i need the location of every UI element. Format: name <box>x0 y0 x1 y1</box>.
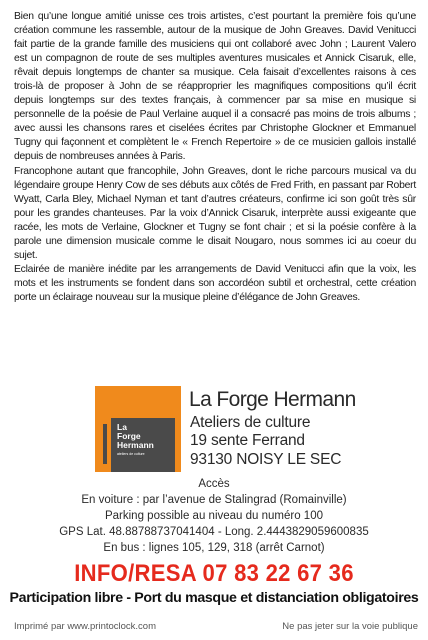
access-parking: Parking possible au niveau du numéro 100 <box>104 510 323 522</box>
logo-text-line: La <box>117 422 127 432</box>
venue-city: 93130 NOISY LE SEC <box>190 451 342 468</box>
access-bus: En bus : lignes 105, 129, 318 (arrêt Carnot) <box>103 542 325 554</box>
access-car: En voiture : par l’avenue de Stalingrad (Romainville) <box>81 494 347 506</box>
venue-subtitle: Ateliers de culture <box>190 414 311 431</box>
logo-mark <box>111 418 175 472</box>
logo-stripe <box>103 424 107 464</box>
la-forge-hermann-logo <box>95 386 181 472</box>
logo-text-line: Hermann <box>117 440 154 450</box>
venue-street: 19 sente Ferrand <box>190 432 305 449</box>
logo-tagline: ateliers de culture <box>117 452 145 456</box>
printer-credit: Imprimé par www.printoclock.com <box>14 621 157 632</box>
article-text <box>14 10 416 305</box>
logo-text-line: Forge <box>117 431 141 441</box>
article-paragraph: Francophone autant que francophile, John Greaves, dont le riche parcours musical va du légendaire groupe Henry Cow de ses débuts aux côtés de Fred Frith, en passant par Robert Wyatt, Carla Bley, Michael Nyman et tant d’autres créateurs, confirme ici son goût très sûr pour les grandes chanteuses. Par la voix d’Annick Cisaruk, interprète aussi exigeante que racée, les mots de Verlaine, Glockner et Tugny se font chair ; et si la poésie confère à la parole une dimension musicale comme le disait Nougaro, nous sommes ici au coeur du sujet. <box>14 165 416 261</box>
access-gps: GPS Lat. 48.88788737041404 - Long. 2.4443829059600835 <box>59 526 369 538</box>
disposal-notice: Ne pas jeter sur la voie publique <box>282 621 418 632</box>
article-paragraph: Bien qu’une longue amitié unisse ces trois artistes, c’est pourtant la première fois qu’une création commune les rassemble, autour de la musique de John Greaves. David Venitucci fait partie de la grande famille des musiciens qui ont collaboré avec John ; Laurent Valero est un compagnon de route de ses multiples aventures musicales et Annick Cisaruk, elle, rêvait depuis longtemps de chanter sa musique. Cela faisait d’excellentes raisons à ces trois-là de proposer à John de se réapproprier les magnifiques compositions qu’il écrit depuis longtemps sur des textes français, à commencer par sa mise en musique si personnelle de la poésie de Paul Verlaine auquel il a consacré pas moins de trois albums ; avec aussi les chansons rares et ciselées écrites par Christophe Glockner et Emmanuel Tugny qui façonnent et complètent le « French Repertoire » de ce musicien gallois installé depuis de nombreuses années à Paris. <box>14 11 416 163</box>
info-resa-phone: INFO/RESA 07 83 22 67 36 <box>74 560 354 587</box>
article-paragraph: Eclairée de manière inédite par les arrangements de David Venitucci afin que la voix, les mots et les instruments se fondent dans son accordéon subtil et orchestral, cette création porte un éclairage nouveau sur la musique pleine d’élégance de John Greaves. <box>14 263 416 303</box>
venue-name: La Forge Hermann <box>189 388 356 411</box>
access-title: Accès <box>198 478 230 490</box>
participation-notice: Participation libre - Port du masque et distanciation obligatoires <box>9 590 419 606</box>
